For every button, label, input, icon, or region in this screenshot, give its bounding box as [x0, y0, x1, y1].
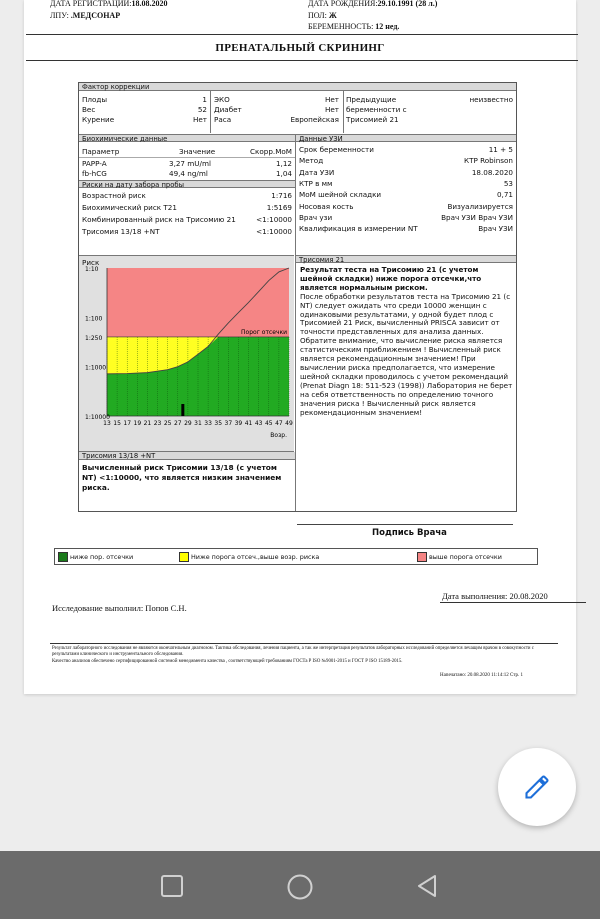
- usi-value: 18.08.2020: [471, 167, 513, 177]
- usi-label: Врач узи: [299, 212, 333, 222]
- signature-line: [297, 524, 513, 525]
- x-tick-label: 27: [173, 420, 182, 427]
- y-tick-label: 1:1000: [85, 364, 107, 372]
- risk-combined-value: <1:10000: [256, 215, 292, 224]
- header-rule: [26, 34, 578, 35]
- chart-title: Риск: [82, 258, 100, 267]
- doctor-signature: Подпись Врача: [372, 528, 447, 538]
- y-tick-label: 1:10: [85, 266, 99, 273]
- x-tick-label: 37: [224, 420, 233, 427]
- pregnancy: БЕРЕМЕННОСТЬ: 12 нед.: [308, 22, 400, 31]
- x-tick-label: 21: [143, 420, 152, 427]
- page-title: ПРЕНАТАЛЬНЫЙ СКРИНИНГ: [215, 42, 385, 54]
- reg-date: ДАТА РЕГИСТРАЦИИ:18.08.2020: [50, 0, 168, 8]
- usi-value: 53: [503, 178, 513, 188]
- quality-note: Качество анализов обеспечено сертифицированной системой менеджмента качества , соответствующей требованиям ГОСТа Р ISO №9001-2015 и ГОСТ Р ISO 15189-2015.: [52, 659, 403, 664]
- recents-icon[interactable]: [160, 874, 184, 898]
- x-tick-label: 17: [123, 420, 132, 427]
- title-rule: [26, 60, 578, 61]
- usi-label: Дата УЗИ: [299, 167, 335, 177]
- pencil-icon: [523, 773, 551, 801]
- footer-rule: [50, 643, 558, 644]
- risk-t1318-value: <1:10000: [256, 227, 292, 236]
- usi-value: КТР Robinson: [464, 156, 513, 166]
- biochem-hcg-mom: 1,04: [275, 169, 292, 178]
- risk-biochem-label: Биохимический риск Т21: [82, 203, 177, 212]
- risk-combined-label: Комбинированный риск на Трисомию 21: [82, 215, 236, 224]
- screening-form: [78, 82, 517, 512]
- risk-chart: [79, 255, 294, 452]
- lpu: ЛПУ: .МЕДСОНАР: [50, 11, 121, 20]
- x-tick-label: 15: [113, 420, 121, 427]
- system-nav-bar: [0, 851, 600, 919]
- legend-below-swatch: [58, 552, 68, 562]
- usi-value: Врач УЗИ Врач УЗИ: [441, 212, 513, 222]
- biochem-hcg-label: fb-hCG: [82, 169, 107, 178]
- t1318-text: Вычисленный риск Трисомии 13/18 (с учетом NT) <1:10000, что является низким значением риска.: [82, 463, 282, 492]
- biochem-pappa-value: 3,27 mU/ml: [169, 159, 211, 168]
- t21-note: [300, 266, 513, 417]
- biochem-head-value: Значение: [179, 147, 216, 156]
- biochem-head-param: Параметр: [82, 147, 120, 156]
- usi-label: МоМ шейной складки: [299, 190, 382, 200]
- x-tick-label: 29: [184, 420, 192, 427]
- legend-above: [417, 552, 502, 562]
- risk-age-label: Возрастной риск: [82, 191, 146, 200]
- risk-t1318-label: Трисомия 13/18 +NT: [82, 227, 160, 236]
- usi-value: Врач УЗИ: [478, 224, 513, 234]
- t1318-block: [79, 451, 294, 512]
- t21-result: Результат теста на Трисомию 21 (с учетом шейной складки) ниже порога отсечки,что является нормальным риском.: [300, 265, 482, 292]
- zone-above: [107, 268, 289, 337]
- value-fetuses: 1: [202, 95, 207, 104]
- legend-near-swatch: [179, 552, 189, 562]
- section-biochem: Биохимические данные: [79, 134, 295, 142]
- t21-body: После обработки результатов теста на Трисомию 21 (с NT) следует ожидать что среди 10000 женщин с одинаковыми результатами, у одной будет плод с Трисомией 21 Риск, вычисленный PRISCA зависит от точности представленных для анализа данных. Обратите внимание, что вычисление риска является статистическим приближением ! Вычисленный риск является рекомендационным значением! При вычислении риска предполагается, что измерение шейной складки проводилось с учетом рекомендаций (Prenat Diagn 18: 511-523 (1998)) Лаборатория не берет на себя ответственность по определению точного значения риска ! Вычисленный риск является рекомендационным значением!: [300, 291, 513, 417]
- y-tick-label: 1:250: [85, 334, 103, 342]
- x-axis-label: Возр.: [270, 432, 287, 439]
- legend-near-label: Ниже порога отсеч.,выше возр. риска: [191, 553, 320, 561]
- patient-marker: [181, 404, 184, 416]
- y-tick-label: 1:10000: [85, 414, 110, 421]
- usi-label: Метод: [299, 156, 324, 166]
- value-race: Европейская: [290, 115, 339, 124]
- label-weight: Вес: [82, 105, 96, 114]
- label-diabetes: Диабет: [214, 105, 242, 114]
- y-tick-label: 1:100: [85, 315, 103, 323]
- printed-stamp: Напечатано: 20.08.2020 11:14:12 Стр. 1: [440, 673, 524, 678]
- done-date: Дата выполнения: 20.08.2020: [442, 591, 548, 601]
- value-ivf: Нет: [324, 95, 339, 104]
- x-tick-label: 13: [103, 420, 111, 427]
- back-icon[interactable]: [414, 873, 440, 899]
- value-diabetes: Нет: [324, 105, 339, 114]
- usi-label: КТР в мм: [299, 178, 333, 188]
- home-icon[interactable]: [286, 873, 314, 901]
- legend-above-swatch: [417, 552, 427, 562]
- label-smoking: Курение: [82, 115, 115, 124]
- risk-biochem-value: 1:5169: [266, 203, 292, 212]
- x-tick-label: 49: [285, 420, 293, 427]
- section-t21: Трисомия 21: [296, 255, 516, 263]
- x-tick-label: 45: [264, 420, 273, 427]
- chart-svg: [79, 256, 294, 452]
- legend: [54, 548, 538, 565]
- legend-below-label: ниже пор. отсечки: [70, 553, 134, 561]
- x-tick-label: 43: [254, 420, 263, 427]
- usi-value: Визуализируется: [447, 201, 513, 211]
- sex: ПОЛ: Ж: [308, 11, 337, 20]
- x-tick-label: 25: [163, 420, 172, 427]
- x-tick-label: 47: [275, 420, 283, 427]
- edit-button[interactable]: [498, 748, 576, 826]
- legend-above-label: выше порога отсечки: [429, 553, 502, 561]
- label-race: Раса: [214, 115, 232, 124]
- legend-below: [58, 552, 133, 562]
- value-weight: 52: [197, 105, 207, 114]
- label-previous-pregnancies: Предыдущие беременности с Трисомией 21: [346, 95, 407, 124]
- biochem-head-mom: Скорр.МоМ: [250, 147, 292, 156]
- x-tick-label: 23: [153, 420, 162, 427]
- x-tick-label: 41: [244, 420, 253, 427]
- label-fetuses: Плоды: [82, 95, 108, 104]
- risk-age-value: 1:716: [271, 191, 292, 200]
- x-tick-label: 31: [194, 420, 202, 427]
- value-previous-pregnancies: неизвестно: [469, 95, 513, 104]
- x-tick-label: 33: [204, 420, 212, 427]
- disclaimer: Результат лабораторного исследования не являются окончательным диагнозом. Тактика обследования, лечения пациента, а так же интерпретация результатов лабораторных исследований определяется лечащим врачом в совокупности с результатами клинического и инструментального обследования.: [52, 646, 534, 658]
- usi-value: 11 + 5: [488, 145, 513, 154]
- section-correction: Фактор коррекции: [79, 83, 516, 91]
- dob: ДАТА РОЖДЕНИЯ:29.10.1991 (28 л.): [308, 0, 438, 8]
- usi-label: Носовая кость: [299, 201, 354, 211]
- biochem-hcg-value: 49,4 ng/ml: [169, 169, 208, 178]
- legend-near: [179, 552, 319, 562]
- usi-label: Срок беременности: [299, 145, 374, 154]
- biochem-pappa-mom: 1,12: [275, 159, 292, 168]
- value-smoking: Нет: [192, 115, 207, 124]
- section-usi: Данные УЗИ: [296, 134, 516, 142]
- performed-by: Исследование выполнил: Попов С.Н.: [52, 603, 187, 613]
- threshold-label: Порог отсечки: [241, 328, 287, 336]
- label-ivf: ЭКО: [214, 95, 230, 104]
- usi-value: 0,71: [496, 190, 513, 200]
- x-tick-label: 19: [133, 420, 142, 427]
- section-t1318: Трисомия 13/18 +NT: [79, 452, 295, 460]
- x-tick-label: 35: [214, 420, 223, 427]
- section-risks: Риски на дату забора пробы: [79, 180, 295, 188]
- x-tick-label: 39: [234, 420, 243, 427]
- biochem-pappa-label: PAPP-A: [82, 159, 107, 168]
- usi-label: Квалификация в измерении NT: [299, 224, 418, 234]
- done-rule: [440, 602, 586, 603]
